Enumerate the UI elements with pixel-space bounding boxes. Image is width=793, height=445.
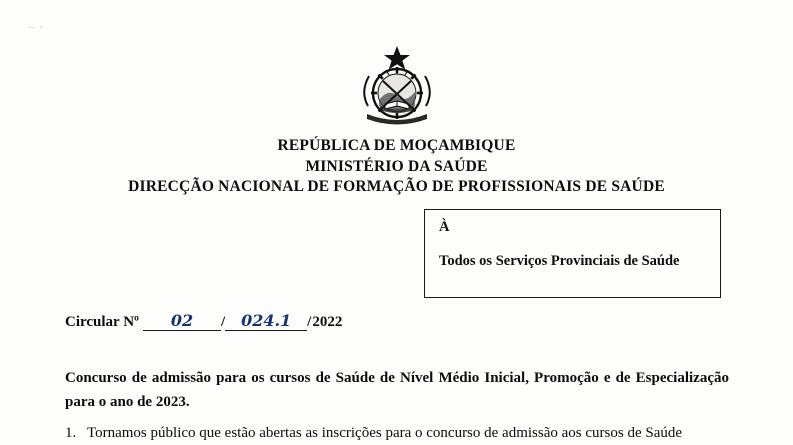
header-line-ministry: MINISTÉRIO DA SAÚDE [305,157,488,175]
addressee-box [424,209,721,298]
document-header [0,136,793,198]
addressee-target: Todos os Serviços Provinciais de Saúde [439,253,680,269]
circular-separator-1: / [220,314,226,330]
header-line-directorate: DIRECÇÃO NACIONAL DE FORMAÇÃO DE PROFISSIONAIS DE SAÚDE [128,178,665,196]
header-line-country: REPÚBLICA DE MOÇAMBIQUE [277,137,516,154]
circular-reference-line [65,313,342,331]
circular-year: 2022 [312,314,343,330]
circular-code-handwritten: 024.1 [225,313,307,331]
coat-of-arms-icon [0,44,793,128]
circular-separator-2: / [307,314,312,330]
circular-number-handwritten: 02 [143,313,221,331]
paragraph-1-number: 1. [65,425,77,441]
document-subject: Concurso de admissão para os cursos de Saúde de Nível Médio Inicial, Promoção e de Especialização para o ano de 2023. [65,370,729,411]
paragraph-1-text: Tornamos público que estão abertas as inscrições para o concurso de admissão aos cursos de Saúde [87,425,683,441]
circular-label: Circular Nº [65,314,139,330]
paragraph-1 [65,421,729,445]
scan-artifact: ~ - [27,18,46,35]
addressee-prefix: À [439,219,450,235]
